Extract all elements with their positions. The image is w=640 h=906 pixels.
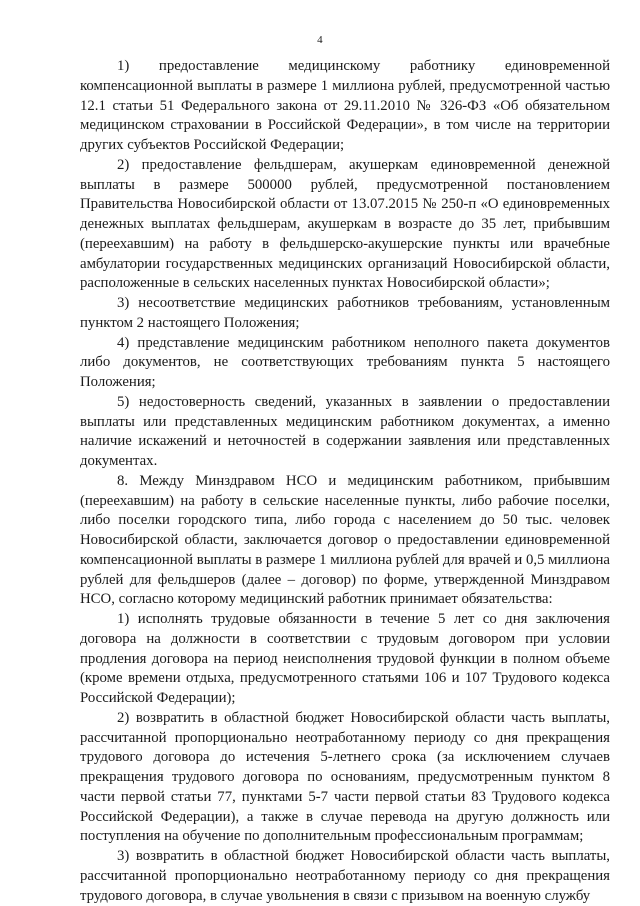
paragraph-item-3-requirements-mismatch: 3) несоответствие медицинских работников требованиям, установленным пунктом 2 настоящего Положения; <box>80 295 610 331</box>
paragraph-obligation-3: 3) возвратить в областной бюджет Новосибирской области часть выплаты, рассчитанной пропорционально неотработанному периоду со дня прекращения трудового договора, в случае увольнения в связи с призывом на военную службу <box>80 848 610 904</box>
paragraph-section-8-contract: 8. Между Минздравом НСО и медицинским работником, прибывшим (переехавшим) на работу в сельские населенные пункты, либо рабочие поселки, либо поселки городского типа, либо города с населением до 50 тыс. человек Новосибирской области, заключается договор о предоставлении единовременной компенсационной выплаты в размере 1 миллиона рублей для врачей и 0,5 миллиона рублей для фельдшеров (далее – договор) по форме, утвержденной Минздравом НСО, согласно которому медицинский работник принимает обязательства: <box>80 472 610 608</box>
paragraph-item-4-incomplete-documents: 4) представление медицинским работником неполного пакета документов либо документов, не соответствующих требованиям пункта 5 настоящего Положения; <box>80 334 610 390</box>
paragraph-obligation-1: 1) исполнять трудовые обязанности в течение 5 лет со дня заключения договора на должности в соответствии с трудовым договором при условии продления договора на период неисполнения трудовой функции в полном объеме (кроме времени отдыха, предусмотренного статьями 106 и 107 Трудового кодекса Российской Федерации); <box>80 611 610 706</box>
paragraph-obligation-2: 2) возвратить в областной бюджет Новосибирской области часть выплаты, рассчитанной пропорционально неотработанному периоду со дня прекращения трудового договора до истечения 5-летнего срока (за исключением случаев прекращения трудового договора по основаниям, предусмотренным пунктом 8 части первой статьи 77, пунктами 5-7 части первой статьи 83 Трудового кодекса Российской Федерации), а также в случае перевода на другую должность или поступления на обучение по дополнительным профессиональным программам; <box>80 709 610 845</box>
paragraph-item-1-single-payment: 1) предоставление медицинскому работнику единовременной компенсационной выплаты в размере 1 миллиона рублей, предусмотренной частью 12.1 статьи 51 Федерального закона от 29.11.2010 № 326-ФЗ «Об обязательном медицинском страховании в Российской Федерации», в том числе на территории других субъектов Российской Федерации; <box>80 58 610 153</box>
page-number: 4 <box>317 34 323 46</box>
document-body <box>80 57 610 906</box>
paragraph-item-2-feldsher-payment: 2) предоставление фельдшерам, акушеркам единовременной денежной выплаты в размере 500000 рублей, предусмотренной постановлением Правительства Новосибирской области от 13.07.2015 № 250-п «О единовременных денежных выплатах фельдшерам, акушеркам в возрасте до 35 лет, прибывшим (переехавшим) на работу в фельдшерско-акушерские пункты или врачебные амбулатории государственных медицинских организаций Новосибирской области, расположенные в сельских населенных пунктах Новосибирской области»; <box>80 156 610 292</box>
paragraph-item-5-unreliable-information: 5) недостоверность сведений, указанных в заявлении о предоставлении выплаты или представленных медицинским работником документах, а именно наличие искажений и неточностей в содержании заявления или представленных документах. <box>80 393 610 469</box>
